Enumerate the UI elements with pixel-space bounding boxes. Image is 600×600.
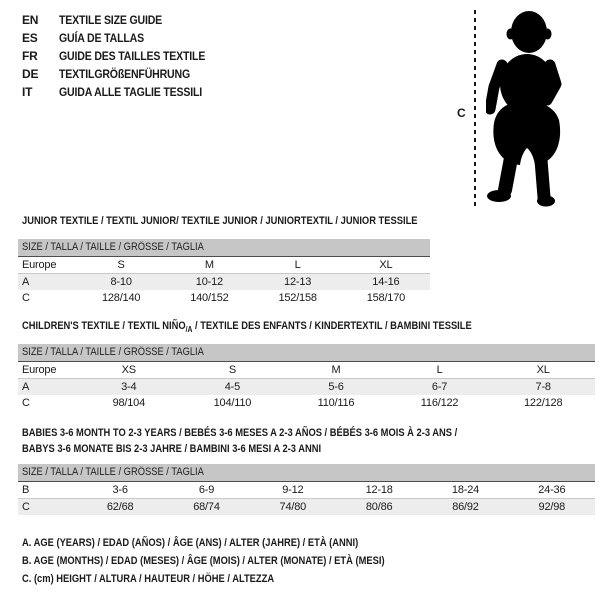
size-cell: 68/74: [163, 499, 249, 516]
lang-code: DE: [22, 67, 39, 81]
row-label: C: [18, 499, 77, 516]
children-table-title: CHILDREN'S TEXTILE / TEXTIL $NIÑO_{/A}$ / TEXTILE DES ENFANTS / KINDERTEXTIL / BAMBINI TESSILE: [22, 320, 472, 335]
lang-title: GUÍA DE TALLAS: [59, 31, 144, 45]
table-row: [18, 257, 430, 274]
size-cell: 110/116: [317, 397, 355, 409]
table-row: [18, 362, 595, 379]
lang-title: TEXTILE SIZE GUIDE: [59, 13, 163, 27]
size-cell: 7-8: [491, 379, 595, 396]
babies-table: [18, 482, 595, 515]
junior-table-title: JUNIOR TEXTILE / TEXTIL JUNIOR/ TEXTILE JUNIOR / JUNIORTEXTIL / JUNIOR TESSILE: [22, 215, 418, 227]
size-cell: S: [181, 362, 285, 379]
baby-silhouette-icon: [486, 8, 566, 208]
size-cell: 12-18: [336, 482, 422, 499]
height-dashed-line: [474, 10, 476, 208]
size-bar: SIZE / TALLA / TAILLE / GRÖSSE / TAGLIA: [18, 344, 595, 362]
size-cell: 86/92: [422, 499, 508, 516]
size-cell: 152/158: [278, 292, 317, 304]
size-bar: SIZE / TALLA / TAILLE / GRÖSSE / TAGLIA: [18, 464, 595, 482]
lang-code: IT: [22, 85, 33, 99]
table-row: [18, 499, 595, 516]
size-cell: M: [284, 362, 388, 379]
size-cell: 14-16: [342, 274, 430, 291]
note-age-years: A. AGE (YEARS) / EDAD (AÑOS) / ÂGE (ANS) / ALTER (JAHRE) / ETÀ (ANNI): [22, 537, 359, 549]
junior-size-table: [18, 239, 430, 306]
size-cell: 4-5: [181, 379, 285, 396]
lang-row-de: [22, 65, 225, 83]
note-age-months: B. AGE (MONTHS) / EDAD (MESES) / ÂGE (MOIS) / ALTER (MONATE) / ETÀ (MESI): [22, 555, 385, 567]
table-row: [18, 482, 595, 499]
babies-size-table: [18, 464, 595, 515]
lang-title: GUIDA ALLE TAGLIE TESSILI: [59, 85, 203, 99]
size-cell: XL: [342, 257, 430, 274]
lang-title: TEXTILGRÖßENFÜHRUNG: [59, 67, 191, 81]
lang-title: GUIDE DES TAILLES TEXTILE: [59, 49, 206, 63]
baby-shorts: [493, 101, 560, 165]
table-row: [18, 274, 430, 291]
size-cell: 104/110: [213, 397, 252, 409]
size-cell: 140/152: [190, 292, 229, 304]
size-cell: 98/104: [112, 397, 146, 409]
size-cell: 24-36: [509, 482, 595, 499]
row-label: C: [22, 397, 30, 409]
size-cell: M: [165, 257, 253, 274]
lang-code: EN: [22, 13, 39, 27]
table-row: [18, 290, 430, 306]
legend-notes: [22, 534, 449, 588]
table-row: [18, 379, 595, 396]
size-cell: L: [254, 257, 342, 274]
note-height-cm: C. (cm) HEIGHT / ALTURA / HAUTEUR / HÖHE / ALTEZZA: [22, 573, 275, 585]
size-cell: 3-4: [77, 379, 181, 396]
size-cell: 10-12: [165, 274, 253, 291]
lang-row-es: [22, 29, 225, 47]
size-cell: 74/80: [250, 499, 336, 516]
lang-code: FR: [22, 49, 38, 63]
table-row: [18, 395, 595, 411]
lang-code: ES: [22, 31, 38, 45]
baby-leg-left: [505, 158, 511, 190]
size-cell: 5-6: [284, 379, 388, 396]
size-cell: 3-6: [77, 482, 163, 499]
size-cell: XL: [491, 362, 595, 379]
size-cell: 62/68: [77, 499, 163, 516]
size-cell: 128/140: [101, 292, 141, 304]
size-cell: S: [77, 257, 165, 274]
height-measure-label: C: [457, 106, 466, 120]
size-cell: 6-7: [388, 379, 492, 396]
baby-head: [511, 11, 547, 53]
size-cell: 8-10: [77, 274, 165, 291]
babies-table-title: BABIES 3-6 MONTH TO 2-3 YEARS / BEBÉS 3-6 MESES A 2-3 AÑOS / BÉBÉS 3-6 MOIS À 2-3 ANS / BABYS 3-6 MONATE BIS 2-3 JAHRE / BAMBINI 3-6 MESI A 2-3 ANNI: [22, 427, 458, 455]
baby-leg-right: [541, 160, 544, 197]
language-title-list: [22, 11, 225, 101]
baby-foot-right: [537, 196, 555, 207]
size-cell: 18-24: [422, 482, 508, 499]
row-label: A: [18, 379, 77, 396]
size-bar: SIZE / TALLA / TAILLE / GRÖSSE / TAGLIA: [18, 239, 430, 257]
size-cell: 116/122: [420, 397, 459, 409]
size-cell: XS: [77, 362, 181, 379]
title-subscript: /A: [185, 325, 193, 335]
size-cell: 9-12: [250, 482, 336, 499]
row-label: A: [18, 274, 77, 291]
row-label: Europe: [18, 257, 77, 274]
size-cell: 158/170: [366, 292, 406, 304]
children-table: [18, 362, 595, 411]
size-cell: 122/128: [524, 397, 563, 409]
children-size-table: [18, 344, 595, 411]
size-cell: 92/98: [509, 499, 595, 516]
size-cell: 12-13: [254, 274, 342, 291]
lang-row-it: [22, 83, 225, 101]
lang-row-en: [22, 11, 225, 29]
row-label: C: [22, 292, 30, 304]
size-cell: 80/86: [336, 499, 422, 516]
junior-table: [18, 257, 430, 306]
lang-row-fr: [22, 47, 225, 65]
row-label: Europe: [18, 362, 77, 379]
row-label: B: [18, 482, 77, 499]
size-cell: L: [388, 362, 492, 379]
size-cell: 6-9: [163, 482, 249, 499]
baby-foot-left: [487, 190, 511, 202]
